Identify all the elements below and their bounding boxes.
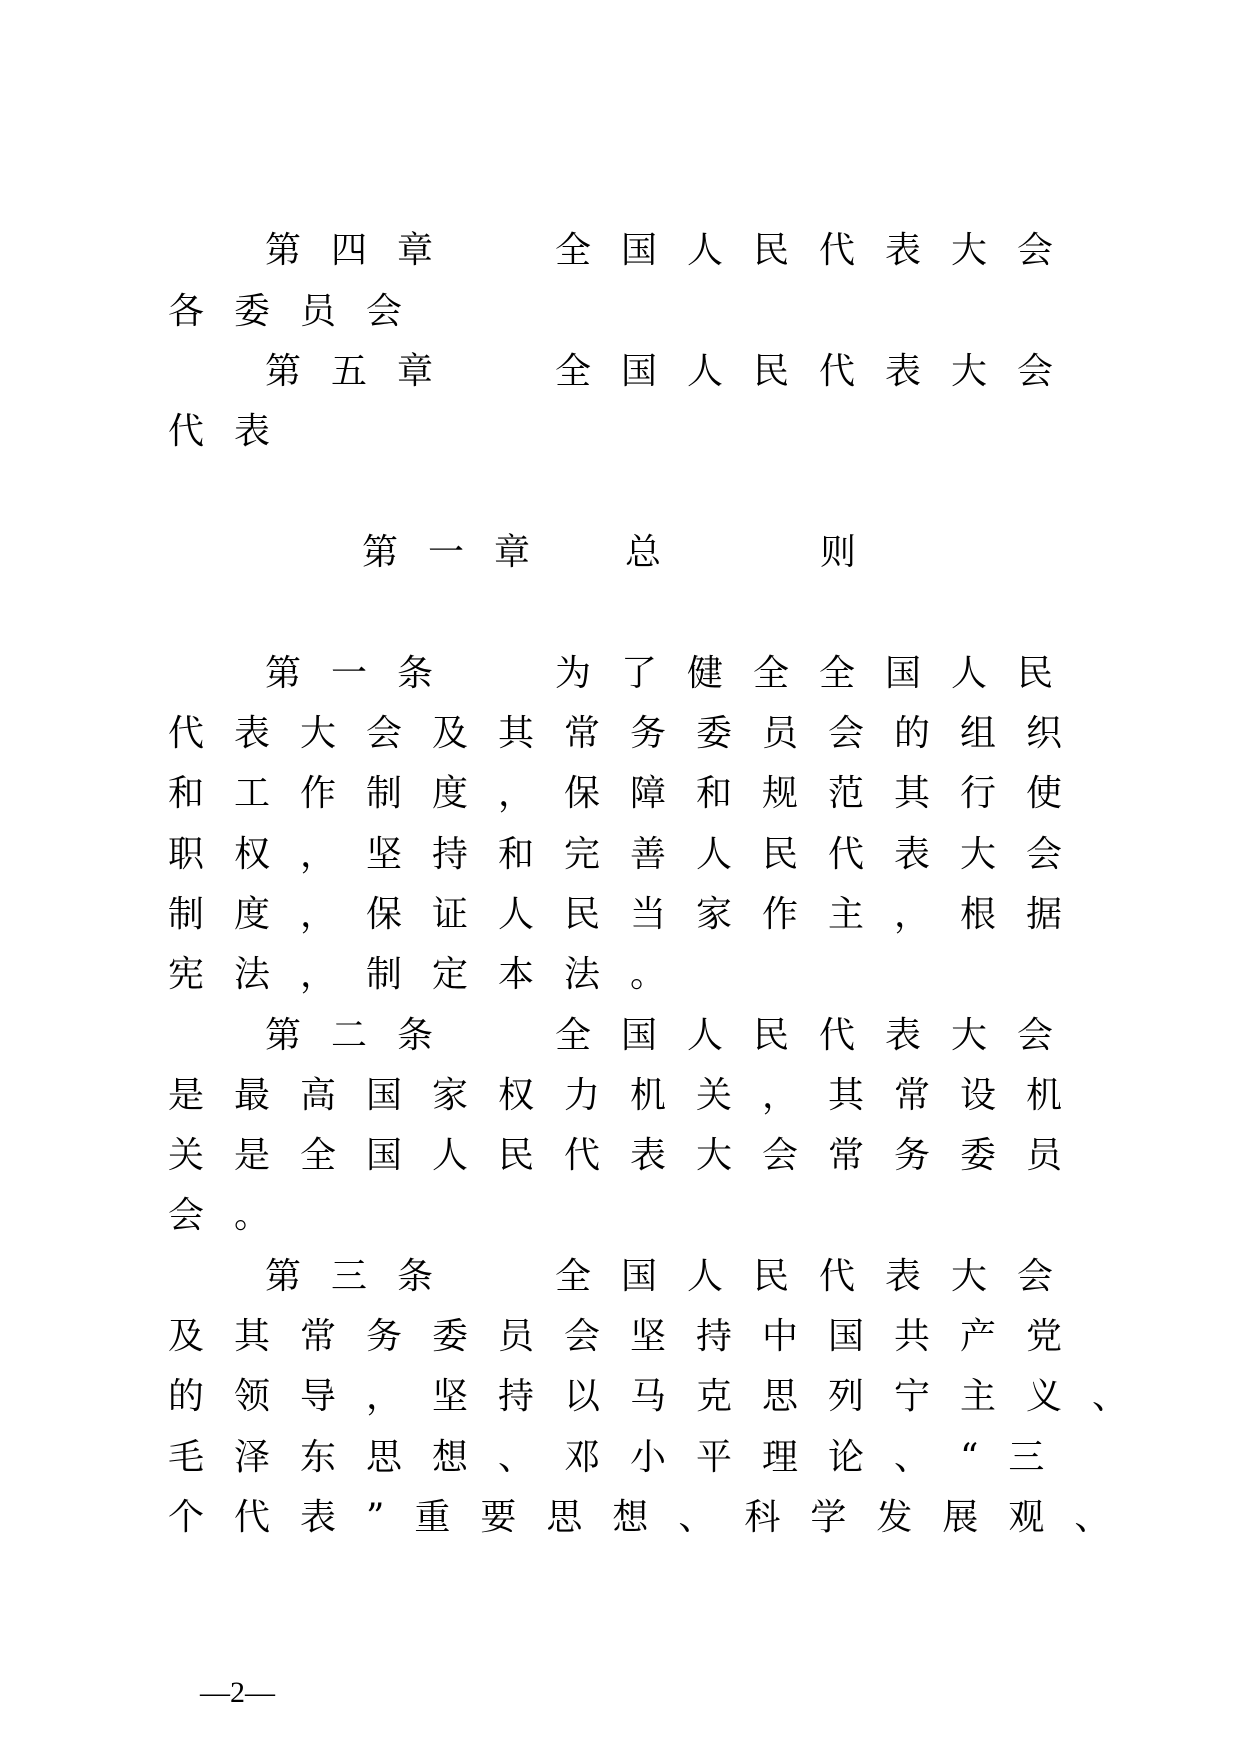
article-label: 第三条 — [265, 1256, 464, 1297]
article-text: 会。 — [168, 1195, 301, 1236]
toc-chapter: 第五章 — [265, 351, 464, 392]
toc-title-cont: 各委员会 — [168, 291, 433, 332]
toc-title: 全国人民代表大会 — [555, 230, 1084, 271]
chapter-heading-title: 则 — [820, 532, 887, 573]
article-label: 第二条 — [265, 1015, 464, 1056]
page-number: —2— — [200, 1676, 275, 1709]
article-text: 制度，保证人民当家作主，根据 — [168, 894, 1093, 935]
chapter-heading-title: 总 — [625, 532, 692, 573]
article-text: 和工作制度，保障和规范其行使 — [168, 773, 1093, 814]
article-text: 的领导，坚持以马克思列宁主义、 — [168, 1376, 1159, 1417]
article-text: 全国人民代表大会 — [555, 1015, 1084, 1056]
article-text: 及其常务委员会坚持中国共产党 — [168, 1316, 1093, 1357]
article-text: 代表大会及其常务委员会的组织 — [168, 713, 1093, 754]
toc-chapter: 第四章 — [265, 230, 464, 271]
toc-title: 全国人民代表大会 — [555, 351, 1084, 392]
article-text: 关是全国人民代表大会常务委员 — [168, 1135, 1093, 1176]
article-text: 为了健全全国人民 — [555, 653, 1084, 694]
chapter-heading-number: 第一章 — [362, 532, 561, 573]
article-text: 是最高国家权力机关，其常设机 — [168, 1075, 1093, 1116]
article-text: 全国人民代表大会 — [555, 1256, 1084, 1297]
toc-title-cont: 代表 — [168, 411, 301, 452]
article-text: 宪法，制定本法。 — [168, 954, 697, 995]
article-text: 职权，坚持和完善人民代表大会 — [168, 834, 1093, 875]
article-text: 个代表”重要思想、科学发展观、 — [168, 1497, 1141, 1538]
article-text: 毛泽东思想、邓小平理论、“三 — [168, 1437, 1075, 1478]
article-label: 第一条 — [265, 653, 464, 694]
